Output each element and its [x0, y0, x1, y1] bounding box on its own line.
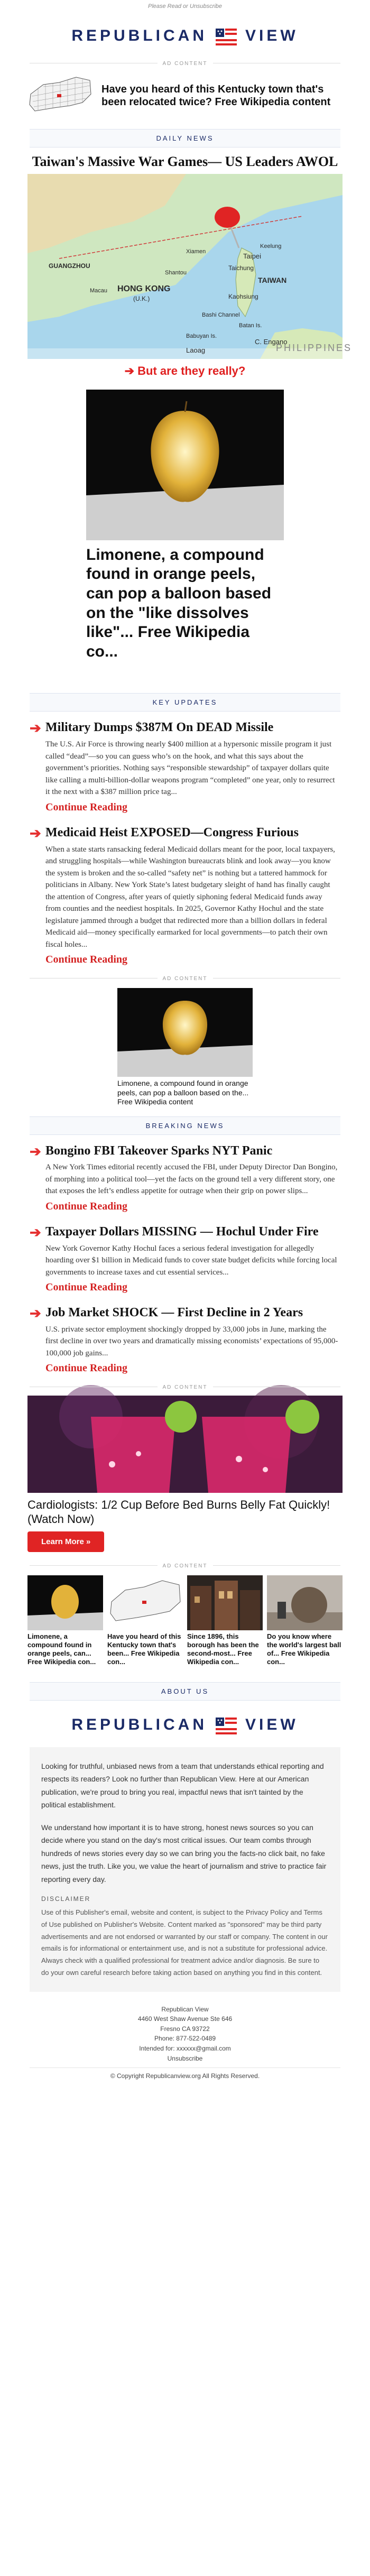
apple-thumb-image	[27, 1575, 103, 1630]
address-phone: Phone: 877-522-0489	[154, 2035, 216, 2043]
copyright: © Copyright Republicanview.org All Rights Reserved.	[110, 2072, 260, 2080]
map-label-macau: Macau	[90, 287, 108, 294]
ad-kentucky-town[interactable]	[27, 73, 343, 118]
map-label-uk: (U.K.)	[133, 294, 150, 302]
ad-label: AD CONTENT	[30, 1382, 340, 1391]
continue-reading-link[interactable]: Continue Reading	[45, 801, 128, 813]
address-city: Fresno CA 93722	[160, 2025, 210, 2033]
story-title[interactable]: Job Market SHOCK — First Decline in 2 Years	[45, 1306, 303, 1320]
red-drink-image	[27, 1396, 343, 1493]
flag-logo-icon	[214, 25, 239, 47]
disclaimer-title: DISCLAIMER	[41, 1895, 91, 1903]
map-label-xiamen: Xiamen	[186, 248, 206, 255]
map-label-batan: Batan Is.	[239, 322, 262, 329]
ad-grid-caption[interactable]: Limonene, a compound found in orange peels, can... Free Wikipedia con...	[27, 1632, 96, 1666]
apple-balloon-image	[86, 390, 284, 540]
brand-right: VIEW	[245, 1715, 299, 1733]
taiwan-map-image[interactable]	[27, 174, 353, 359]
ad-limonene-small[interactable]	[117, 988, 253, 1107]
borough-thumb-image	[187, 1575, 263, 1630]
story-title[interactable]: Military Dumps $387M On DEAD Missile	[45, 721, 274, 735]
ad-label: AD CONTENT	[30, 58, 340, 68]
daily-news-subhead[interactable]: ➔ But are they really?	[124, 364, 246, 377]
map-label-taipei: Taipei	[243, 252, 261, 260]
story-item[interactable]	[0, 1135, 370, 1213]
brand-logo[interactable]	[0, 12, 370, 58]
map-label-babuyan: Babuyan Is.	[186, 333, 217, 339]
map-label-taiwan: TAIWAN	[258, 275, 287, 284]
story-item[interactable]	[0, 1294, 370, 1374]
disclaimer-text: Use of this Publisher's email, website and content, is subject to the Privacy Policy and Terms of Use published on Publisher's Website. Content marked as "sponsored" may be third party advertisements and are not endorsed or warranted by our staff or company. The content in our emails is for informational or entertainment use, and is not a substitute for professional advice. Always check with a qualified professional for treatment advice and/or diagnosis. Be sure to do your own careful research before taking action based on anything you find in this content.	[41, 1908, 328, 1977]
map-label-laoag: Laoag	[186, 346, 206, 354]
story-title[interactable]: Medicaid Heist EXPOSED—Congress Furious	[45, 825, 299, 839]
continue-reading-link[interactable]: Continue Reading	[45, 1281, 128, 1294]
ad-limonene-small-caption[interactable]: Limonene, a compound found in orange peels, can pop a balloon based on the... Free Wikipedia content	[117, 1079, 249, 1106]
ad-grid-item[interactable]	[107, 1575, 183, 1666]
section-about-us: ABOUT US	[30, 1682, 340, 1701]
story-body: New York Governor Kathy Hochul faces a serious federal investigation for allegedly hoarding over $1 billion in Medicaid funds to cover state budget deficits while forcing local governments to increase taxes and cut essential services...	[45, 1244, 337, 1277]
kentucky-map-image	[27, 73, 94, 118]
story-body: When a state starts ransacking federal Medicaid dollars meant for the poor, local taxpayers, and struggling hospitals—while Washington bureaucrats blink and look away—you know the system is broken and the so-called “safety net” is nothing but a tattered hammock for politicians in Albany. New York State’s latest budgetary sleight of hand has finally caught the attention of Congress, after years of quietly siphoning federal Medicaid funds away from counties and the neediest hospitals. In 2025, Governor Kathy Hochul and the state legislature jammed through a budget that redirected more than a billion dollars in federal Medicaid aid—money specifically earmarked for local governments—to patch their own fiscal holes...	[45, 845, 335, 949]
ad-cardiologists-caption[interactable]: Cardiologists: 1/2 Cup Before Bed Burns Belly Fat Quickly!(Watch Now)	[27, 1498, 330, 1526]
story-item[interactable]	[0, 712, 370, 813]
ad-grid-item[interactable]	[267, 1575, 343, 1666]
brand-left: REPUBLICAN	[71, 1715, 207, 1733]
section-breaking-news: BREAKING NEWS	[30, 1116, 340, 1135]
ad-grid	[27, 1575, 343, 1666]
brand-left: REPUBLICAN	[71, 27, 207, 44]
ad-cardiologists[interactable]	[27, 1396, 343, 1552]
story-body: U.S. private sector employment shockingly dropped by 33,000 jobs in June, marking the first decline in over two years and dramatically missing economists’ expectations of 95,000-100,000 job gains...	[45, 1325, 338, 1358]
ad-grid-caption[interactable]: Since 1896, this borough has been the second-most... Free Wikipedia con...	[187, 1632, 259, 1666]
ad-limonene-caption[interactable]: Limonene, a compound found in orange peels, can pop a balloon based on the "like dissolves like"... Free Wikipedia co...	[86, 546, 272, 660]
apple-balloon-image-small	[117, 988, 253, 1077]
address-name: Republican View	[161, 2005, 209, 2013]
address-intended: Intended for: xxxxxx@gmail.com	[139, 2045, 231, 2053]
arrow-icon: ➔	[30, 1143, 41, 1159]
about-box	[30, 1747, 340, 1992]
arrow-icon: ➔	[30, 825, 41, 841]
ad-grid-caption[interactable]: Have you heard of this Kentucky town that's been... Free Wikipedia con...	[107, 1632, 181, 1666]
ad-label: AD CONTENT	[30, 1561, 340, 1570]
section-key-updates: KEY UPDATES	[30, 693, 340, 712]
kentucky-map-thumb-image	[107, 1575, 183, 1630]
map-label-philippines: PHILIPPINES	[276, 342, 353, 353]
ad-label: AD CONTENT	[30, 973, 340, 983]
about-paragraph-2: We understand how important it is to have strong, honest news sources so you can decide where you stand on the day's most critical issues. Our team combs through hundreds of news stories every day so we can bring you the facts-no click bait, no fake news, just the truth. Like you, we value the heart of journalism and strive to practice fair reporting every day.	[41, 1823, 327, 1883]
ad-kentucky-caption[interactable]: Have you heard of this Kentucky town that's been relocated twice? Free Wikipedia content	[101, 83, 331, 108]
map-label-kaohsiung: Kaohsiung	[228, 292, 258, 300]
arrow-icon: ➔	[30, 720, 41, 736]
continue-reading-link[interactable]: Continue Reading	[45, 1200, 128, 1212]
continue-reading-link[interactable]: Continue Reading	[45, 954, 128, 966]
about-paragraph-1: Looking for truthful, unbiased news from a team that understands ethical reporting and respects its readers? Look no further than Republican View. Here at our American publication, we're proud to bring you real, impactful news that isn't tainted by the political establishment.	[41, 1761, 324, 1809]
unsubscribe-link[interactable]: Unsubscribe	[167, 2054, 203, 2062]
ad-limonene-large[interactable]	[86, 390, 284, 662]
story-body: A New York Times editorial recently accused the FBI, under Deputy Director Dan Bongino, of morphing into a political tool—yet the facts on the ground tell a very different story, one that exposes the left’s endless appetite for outrage when their grip on power slips...	[45, 1163, 338, 1196]
arrow-icon: ➔	[30, 1224, 41, 1240]
map-label-hong-kong: HONG KONG	[117, 284, 171, 293]
map-label-bashi-channel: Bashi Channel	[202, 311, 240, 318]
map-label-taichung: Taichung	[228, 264, 254, 272]
arrow-icon: ➔	[30, 1305, 41, 1322]
map-label-c-engano: C. Engano	[255, 337, 288, 346]
continue-reading-link[interactable]: Continue Reading	[45, 1362, 128, 1374]
daily-news-headline[interactable]: Taiwan's Massive War Games— US Leaders AWOL	[32, 154, 338, 169]
brand-logo-footer[interactable]	[0, 1701, 370, 1747]
ad-grid-item[interactable]	[27, 1575, 103, 1666]
preheader[interactable]: Please Read or Unsubscribe	[147, 3, 223, 10]
story-item[interactable]	[0, 1213, 370, 1294]
ad-grid-caption[interactable]: Do you know where the world's largest ball of... Free Wikipedia con...	[267, 1632, 341, 1666]
map-label-shantou: Shantou	[165, 269, 187, 276]
ball-thumb-image	[267, 1575, 343, 1630]
story-title[interactable]: Taxpayer Dollars MISSING — Hochul Under Fire	[45, 1224, 319, 1239]
map-label-guangzhou: GUANGZHOU	[49, 262, 90, 270]
flag-logo-icon	[214, 1714, 239, 1735]
section-daily-news: DAILY NEWS	[30, 129, 340, 147]
address-street: 4460 West Shaw Avenue Ste 646	[137, 2015, 233, 2023]
learn-more-button[interactable]: Learn More »	[27, 1531, 104, 1552]
map-label-keelung: Keelung	[260, 243, 282, 250]
brand-right: VIEW	[245, 27, 299, 44]
ad-grid-item[interactable]	[187, 1575, 263, 1666]
address-block	[0, 1992, 370, 2068]
story-title[interactable]: Bongino FBI Takeover Sparks NYT Panic	[45, 1143, 273, 1158]
story-item[interactable]	[0, 814, 370, 966]
story-body: The U.S. Air Force is throwing nearly $400 million at a hypersonic missile program it just called “dead”—so you can guess who’s on the hook, and what this says about the government’s priorities. Nothing says “responsible stewardship” of taxpayer dollars quite like calling a multi-billion-dollar weapons program “completed” one year, only to resurrect it the next with a $387 million price tag...	[45, 740, 335, 797]
